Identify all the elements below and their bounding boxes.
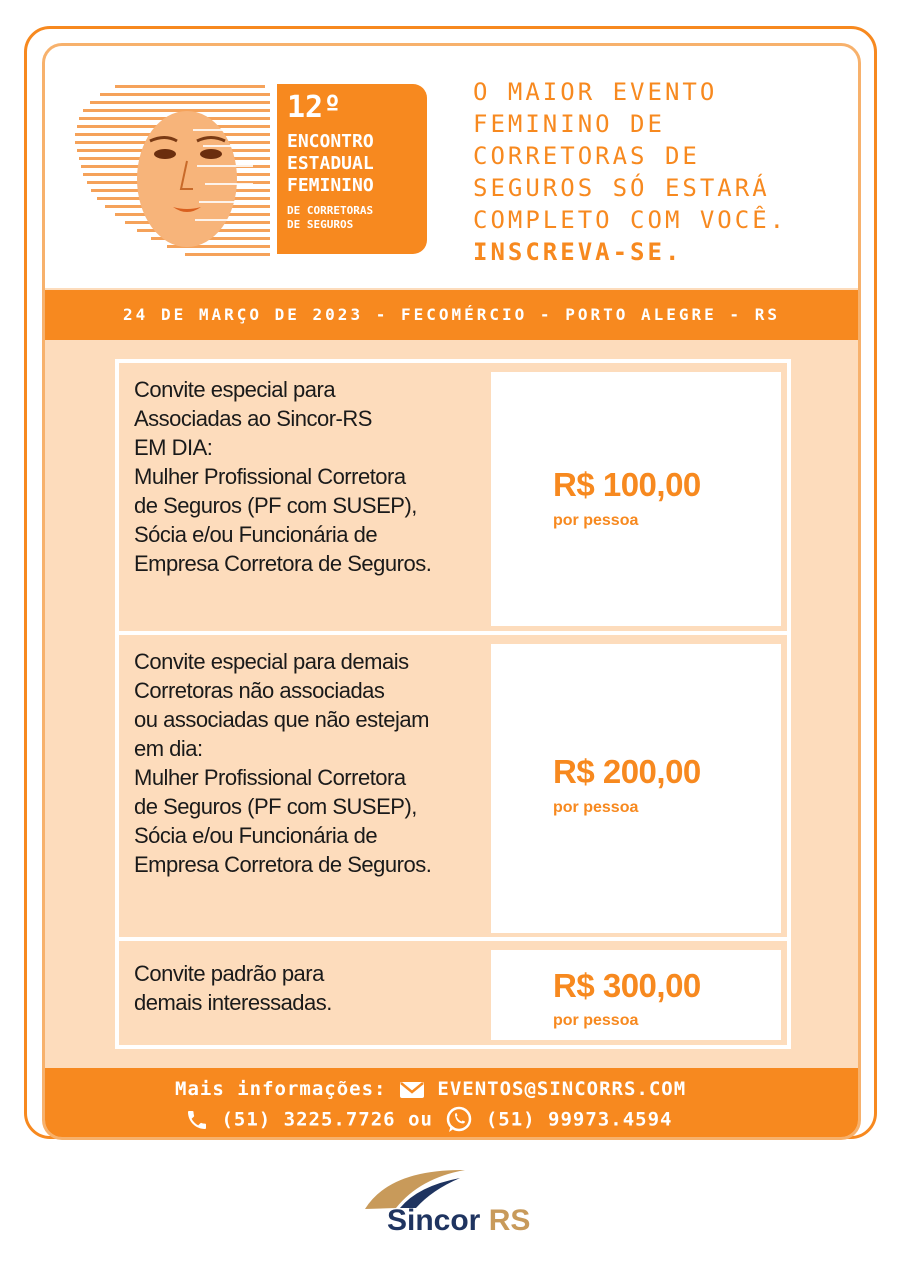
event-subtitle-line-1: DE CORRETORAS (287, 204, 374, 217)
tagline-cta: INSCREVA-SE. (473, 238, 683, 266)
price-unit: por pessoa (553, 1012, 639, 1029)
event-title-line-2: ESTADUAL (287, 153, 374, 174)
description-line: Mulher Profissional Corretora (134, 464, 406, 489)
event-number: 12º (287, 90, 342, 125)
price-value: R$ 100,00 (553, 466, 701, 503)
description-line: Empresa Corretora de Seguros. (134, 852, 432, 877)
phone-icon (185, 1108, 209, 1132)
email-link[interactable]: EVENTOS@SINCORRS.COM (437, 1078, 687, 1100)
brand-name-part-2: RS (488, 1204, 531, 1237)
phone-number[interactable]: (51) 3225.7726 (221, 1108, 396, 1131)
contact-line-email (175, 1077, 686, 1101)
info-label: Mais informações: (175, 1078, 387, 1100)
tagline (473, 76, 853, 268)
description-line: Convite padrão para (134, 961, 324, 986)
description-line: Sócia e/ou Funcionária de (134, 522, 378, 547)
brand-name-part-1: Sincor (387, 1204, 481, 1237)
pricing-description (134, 375, 431, 578)
pricing-table (115, 359, 791, 1049)
event-subtitle-line-2: DE SEGUROS (287, 218, 354, 231)
description-line: EM DIA: (134, 435, 213, 460)
mail-icon (399, 1080, 425, 1100)
whatsapp-number[interactable]: (51) 99973.4594 (485, 1108, 673, 1131)
flyer-card (42, 43, 861, 1140)
tagline-line: SEGUROS SÓ ESTARÁ (473, 174, 770, 202)
price-box (491, 950, 781, 1040)
header (45, 46, 858, 288)
description-line: Convite especial para demais (134, 649, 409, 674)
description-line: Associadas ao Sincor-RS (134, 406, 372, 431)
event-title-line-3: FEMININO (287, 175, 374, 196)
event-logo (277, 84, 427, 254)
description-line: Convite especial para (134, 377, 336, 402)
price-value: R$ 300,00 (553, 967, 701, 1004)
price-box (491, 644, 781, 933)
pricing-description (134, 647, 431, 879)
pricing-row (119, 941, 787, 1045)
event-title-line-1: ENCONTRO (287, 131, 374, 152)
pricing-description (134, 959, 332, 1017)
description-line: Sócia e/ou Funcionária de (134, 823, 378, 848)
description-line: demais interessadas. (134, 990, 332, 1015)
contact-line-phone (185, 1106, 672, 1134)
price-unit: por pessoa (553, 512, 639, 529)
description-line: Mulher Profissional Corretora (134, 765, 406, 790)
pricing-row (119, 635, 787, 937)
brand-name (387, 1204, 530, 1238)
description-line: Corretoras não associadas (134, 678, 385, 703)
tagline-line: FEMININO DE (473, 110, 665, 138)
tagline-line: COMPLETO COM VOCÊ. (473, 206, 788, 234)
date-bar: 24 DE MARÇO DE 2023 - FECOMÉRCIO - PORTO ALEGRE - RS (45, 290, 858, 340)
description-line: Empresa Corretora de Seguros. (134, 551, 432, 576)
price-value: R$ 200,00 (553, 753, 701, 790)
or-text: ou (408, 1108, 433, 1131)
whatsapp-icon (445, 1106, 473, 1134)
contact-bar (45, 1068, 858, 1140)
tagline-line: CORRETORAS DE (473, 142, 700, 170)
tagline-line: O MAIOR EVENTO (473, 78, 718, 106)
price-box (491, 372, 781, 626)
description-line: ou associadas que não estejam (134, 707, 429, 732)
price-unit: por pessoa (553, 799, 639, 816)
description-line: de Seguros (PF com SUSEP), (134, 493, 417, 518)
description-line: de Seguros (PF com SUSEP), (134, 794, 417, 819)
pricing-row (119, 363, 787, 631)
face-illustration (75, 79, 285, 264)
description-line: em dia: (134, 736, 203, 761)
sincor-rs-logo (352, 1162, 552, 1244)
